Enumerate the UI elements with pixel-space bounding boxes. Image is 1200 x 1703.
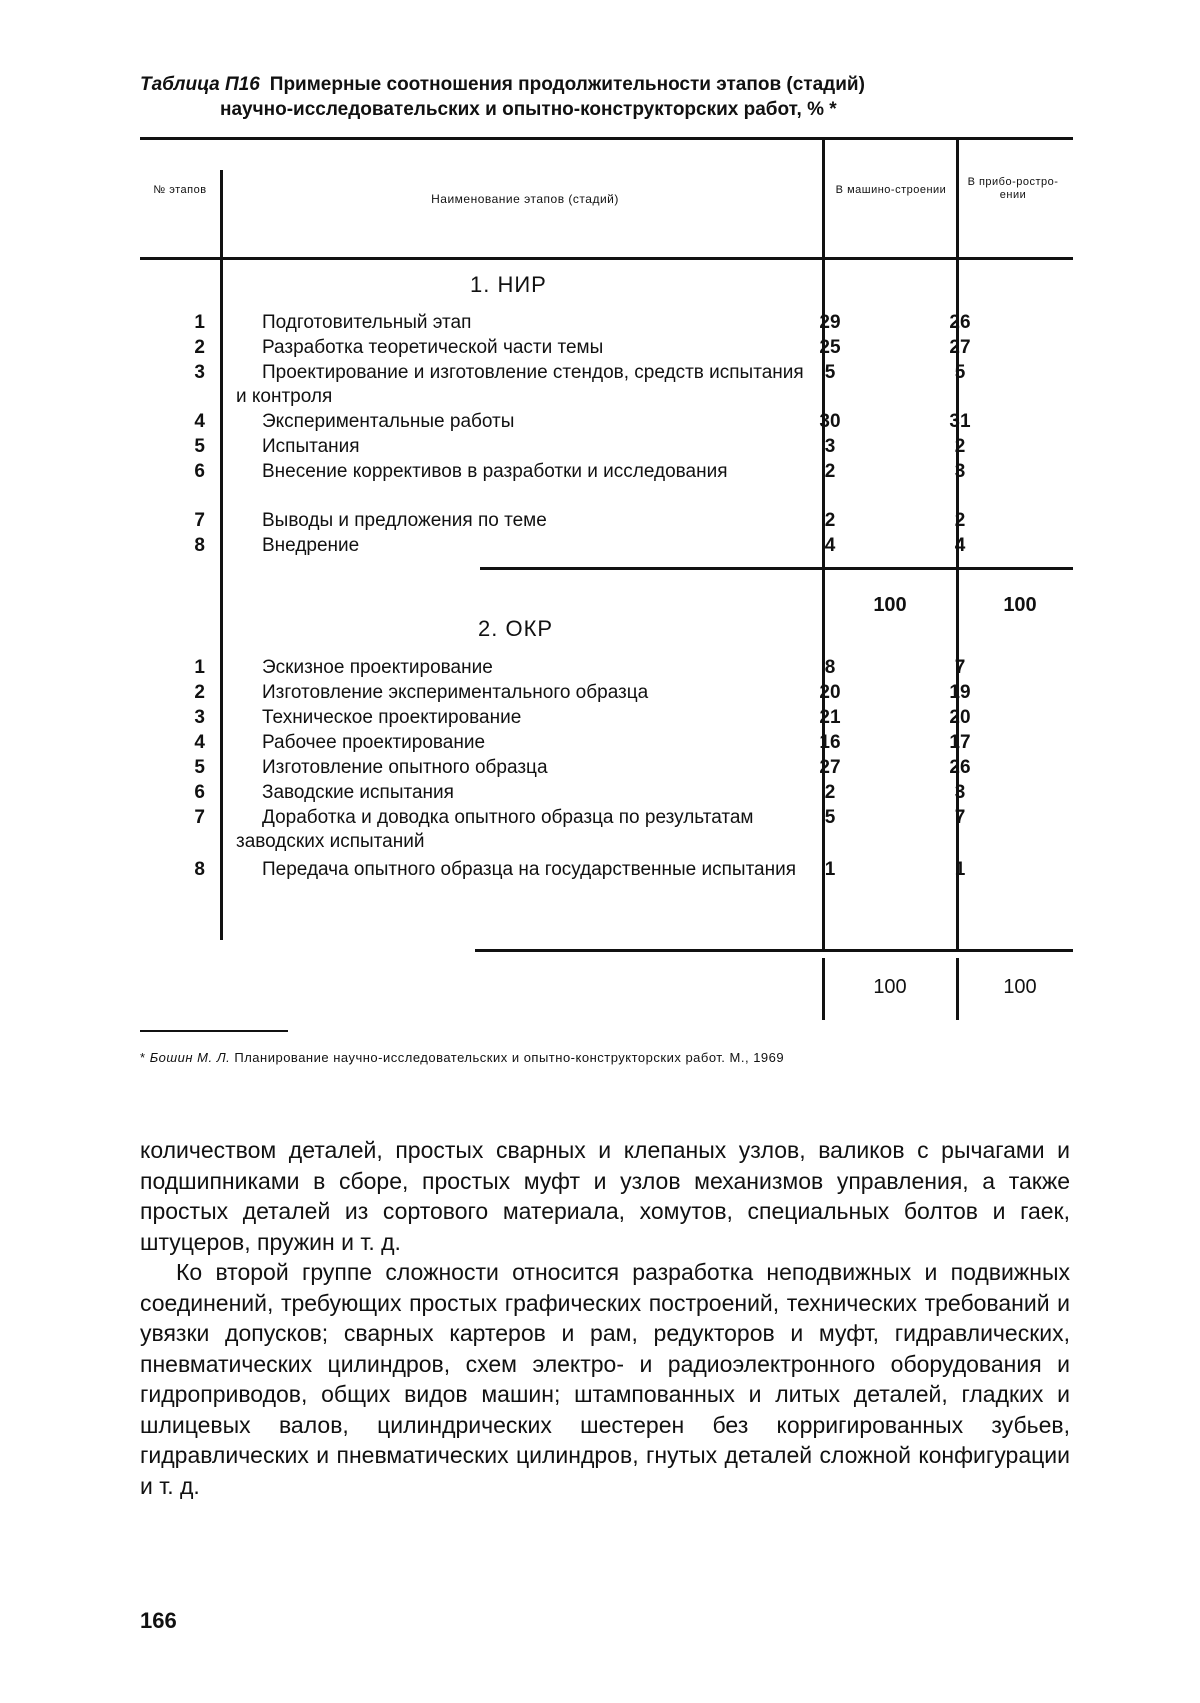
row-name: Изготовление экспериментального образца bbox=[262, 682, 649, 703]
header-num: № этапов bbox=[153, 184, 207, 196]
row-name: Подготовительный этап bbox=[262, 312, 472, 333]
row-name: Доработка и доводка опытного образца по результатам заводских испытаний bbox=[236, 807, 754, 852]
row-value-instrument: 17 bbox=[949, 732, 971, 753]
row-name: Техническое проектирование bbox=[262, 707, 522, 728]
row-value-machine: 16 bbox=[819, 732, 841, 753]
row-num: 8 bbox=[194, 859, 205, 880]
header-col1: В машино-строении bbox=[835, 184, 947, 196]
row-name: Передача опытного образца на государственные испытания bbox=[262, 859, 797, 880]
row-num: 2 bbox=[194, 337, 205, 358]
header-col2: В прибо-ростро-ении bbox=[967, 176, 1059, 201]
row-num: 2 bbox=[194, 682, 205, 703]
row-value-instrument: 2 bbox=[954, 510, 966, 531]
row-name: Проектирование и изготовление стендов, средств испытания и контроля bbox=[236, 362, 804, 407]
table-top-rule bbox=[140, 137, 1073, 140]
row-num: 4 bbox=[194, 411, 205, 432]
row-num: 3 bbox=[194, 362, 205, 383]
row-value-machine: 5 bbox=[824, 807, 836, 828]
row-num: 6 bbox=[194, 782, 205, 803]
row-value-machine: 27 bbox=[819, 757, 841, 778]
row-value-machine: 1 bbox=[824, 859, 836, 880]
section-title-nir: 1. НИР bbox=[470, 272, 547, 297]
row-value-machine: 2 bbox=[824, 510, 836, 531]
row-num: 1 bbox=[194, 657, 205, 678]
row-value-instrument: 5 bbox=[954, 362, 966, 383]
row-value-machine: 2 bbox=[824, 461, 836, 482]
body-text bbox=[140, 1135, 1070, 1501]
table-label: Таблица П16 bbox=[140, 74, 260, 95]
row-value-machine: 21 bbox=[819, 707, 841, 728]
row-name: Внедрение bbox=[262, 535, 360, 556]
row-value-machine: 8 bbox=[824, 657, 836, 678]
section1-total-rule bbox=[480, 567, 1073, 570]
row-value-machine: 5 bbox=[824, 362, 836, 383]
footnote-text: Планирование научно-исследовательских и опытно-конструкторских работ. М., 1969 bbox=[234, 1050, 785, 1065]
row-num: 5 bbox=[194, 757, 205, 778]
section2-total-rule bbox=[475, 949, 1073, 952]
row-value-instrument: 1 bbox=[954, 859, 966, 880]
row-value-instrument: 19 bbox=[949, 682, 971, 703]
row-num: 1 bbox=[194, 312, 205, 333]
footnote-rule bbox=[140, 1030, 288, 1032]
row-name: Рабочее проектирование bbox=[262, 732, 486, 753]
row-value-machine: 3 bbox=[824, 436, 836, 457]
row-num: 3 bbox=[194, 707, 205, 728]
row-value-instrument: 7 bbox=[954, 657, 966, 678]
table-caption bbox=[140, 72, 1080, 122]
row-value-instrument: 2 bbox=[954, 436, 966, 457]
row-value-machine: 29 bbox=[819, 312, 841, 333]
section-title-okr: 2. ОКР bbox=[478, 616, 554, 641]
footnote-author: Бошин М. Л. bbox=[149, 1050, 231, 1065]
row-num: 7 bbox=[194, 807, 205, 828]
row-value-instrument: 20 bbox=[949, 707, 971, 728]
section2-total-instrument: 100 bbox=[1003, 976, 1037, 998]
caption-line-1: Примерные соотношения продолжительности этапов (стадий) bbox=[269, 74, 865, 95]
footnote-mark: * bbox=[140, 1050, 146, 1065]
row-name: Внесение коррективов в разработки и исследования bbox=[262, 461, 728, 482]
table-divider-num bbox=[220, 170, 223, 940]
row-value-machine: 4 bbox=[824, 535, 836, 556]
row-num: 6 bbox=[194, 461, 205, 482]
header-name: Наименование этапов (стадий) bbox=[431, 192, 619, 206]
section1-total-instrument: 100 bbox=[1003, 594, 1037, 616]
row-value-instrument: 27 bbox=[949, 337, 971, 358]
row-name: Заводские испытания bbox=[262, 782, 454, 803]
row-value-machine: 2 bbox=[824, 782, 836, 803]
row-value-machine: 25 bbox=[819, 337, 841, 358]
row-value-instrument: 7 bbox=[954, 807, 966, 828]
paragraph-1: количеством деталей, простых сварных и клепаных узлов, валиков с рычагами и подшипниками в сборе, простых муфт и узлов механизмов управления, а также простых деталей из сортового материала, хомутов, специальных болтов и гаек, штуцеров, пружин и т. д. bbox=[140, 1137, 1070, 1255]
section2-total-machine: 100 bbox=[873, 976, 907, 998]
total2-divider-col1 bbox=[822, 958, 825, 1020]
row-num: 7 bbox=[194, 510, 205, 531]
row-value-instrument: 3 bbox=[954, 461, 966, 482]
row-value-instrument: 4 bbox=[954, 535, 966, 556]
row-value-machine: 30 bbox=[819, 411, 841, 432]
row-name: Экспериментальные работы bbox=[262, 411, 515, 432]
footnote bbox=[140, 1049, 1070, 1066]
page-number: 166 bbox=[140, 1608, 177, 1633]
row-value-instrument: 3 bbox=[954, 782, 966, 803]
row-value-instrument: 26 bbox=[949, 757, 971, 778]
caption-line-2: научно-исследовательских и опытно-конструкторских работ, % * bbox=[220, 99, 837, 120]
row-value-instrument: 26 bbox=[949, 312, 971, 333]
row-name: Выводы и предложения по теме bbox=[262, 510, 547, 531]
total2-divider-col2 bbox=[956, 958, 959, 1020]
paragraph-2: Ко второй группе сложности относится разработка неподвижных и подвижных соединений, требующих простых графических построений, технических требований и увязки допусков; сварных картеров и рам, редукторов и муфт, гидравлических, пневматических цилиндров, схем электро- и радиоэлектронного оборудования и гидроприводов, общих видов машин; штампованных и литых деталей, гладких и шлицевых валов, цилиндрических шестерен без корригированных зубьев, гидравлических и пневматических цилиндров, гнутых деталей сложной конфигурации и т. д. bbox=[140, 1259, 1070, 1499]
row-name: Испытания bbox=[262, 436, 360, 457]
row-value-machine: 20 bbox=[819, 682, 841, 703]
row-num: 5 bbox=[194, 436, 205, 457]
row-num: 4 bbox=[194, 732, 205, 753]
row-name: Изготовление опытного образца bbox=[262, 757, 548, 778]
table-header-rule bbox=[140, 257, 1073, 260]
row-value-instrument: 31 bbox=[949, 411, 971, 432]
section1-total-machine: 100 bbox=[873, 594, 907, 616]
row-num: 8 bbox=[194, 535, 205, 556]
row-name: Разработка теоретической части темы bbox=[262, 337, 604, 358]
row-name: Эскизное проектирование bbox=[262, 657, 493, 678]
